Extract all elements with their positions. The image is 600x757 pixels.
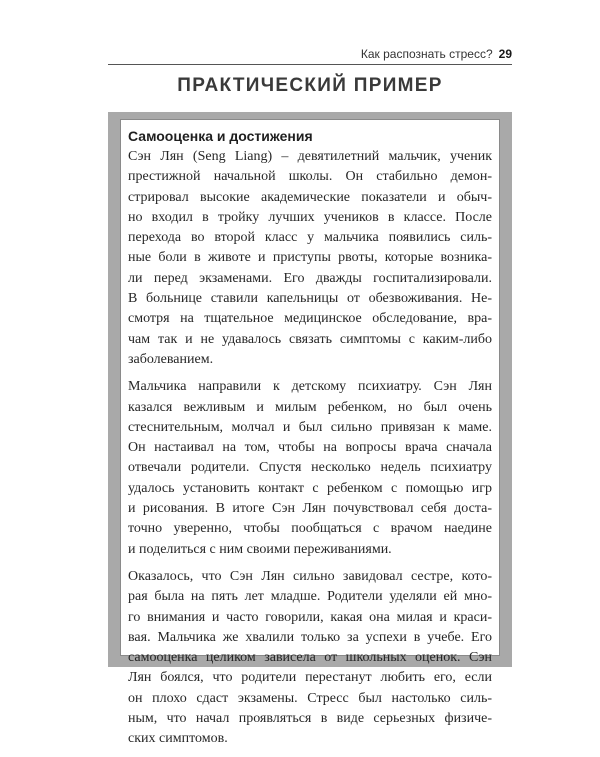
text-line: чам так и не удавалось связать симптомы с каким-либо <box>128 331 492 347</box>
text-line: стеснительным, молчал и был сильно привязан к маме. <box>128 419 492 435</box>
text-line: рая была на пять лет младше. Родители уделяли ей мно- <box>128 589 492 605</box>
case-study-content <box>128 126 492 757</box>
paragraph-2 <box>128 377 492 560</box>
page-number: 29 <box>498 47 512 61</box>
text-line: отвечали родители. Спустя несколько недель психиатру <box>128 460 492 476</box>
text-line: го внимания и часто говорили, какая она милая и краси- <box>128 609 492 625</box>
text-line: но входил в тройку лучших учеников в классе. После <box>128 209 492 225</box>
paragraph-1 <box>128 147 492 370</box>
case-study-heading: Самооценка и достижения <box>128 128 313 144</box>
text-line: Он настаивал на том, чтобы на вопросы врача сначала <box>128 440 492 456</box>
text-line: заболеванием. <box>128 351 214 367</box>
text-line: и рисования. В итоге Сэн Лян почувствовал себя доста- <box>128 501 492 517</box>
text-line: стрировал высокие академические показатели и обыч- <box>128 189 492 205</box>
text-line: В больнице ставили капельницы от обезвоживания. Не- <box>128 291 492 307</box>
text-line: смотря на тщательное медицинское обследование, вра- <box>128 311 492 327</box>
text-line: удалось установить контакт с ребенком с помощью игр <box>128 480 492 496</box>
text-line: Оказалось, что Сэн Лян сильно завидовал сестре, кото- <box>128 568 492 584</box>
text-line: вая. Мальчика же хвалили только за успехи в учебе. Его <box>128 629 492 645</box>
text-line: Сэн Лян (Seng Liang) – девятилетний мальчик, ученик <box>128 149 492 164</box>
text-line: точно уверенно, чтобы пообщаться с врачом наедине <box>128 521 492 537</box>
running-header <box>108 46 512 62</box>
text-line: Мальчика направили к детскому психиатру. Сэн Лян <box>128 379 492 395</box>
text-line: ные боли в животе и приступы рвоты, которые возника- <box>128 250 492 266</box>
text-line: Лян боялся, что родители перестанут любить его, если <box>128 670 492 686</box>
text-line: казался вежливым и милым ребенком, но был очень <box>128 399 492 415</box>
text-line: ным, что начал проявляться в виде серьезных физиче- <box>128 711 492 727</box>
text-line: самооценка целиком зависела от школьных оценок. Сэн <box>128 650 492 666</box>
text-line: и поделиться с ним своими переживаниями. <box>128 541 392 557</box>
text-line: ских симптомов. <box>128 731 228 747</box>
text-line: он плохо сдаст экзамены. Стресс был настолько силь- <box>128 690 492 706</box>
text-line: перехода во второй класс у мальчика появились силь- <box>128 230 492 246</box>
text-line: престижной начальной школы. Он стабильно демон- <box>128 169 492 185</box>
paragraph-3 <box>128 567 492 750</box>
section-title: ПРАКТИЧЕСКИЙ ПРИМЕР <box>177 75 443 96</box>
header-rule <box>108 64 512 65</box>
running-title: Как распознать стресс? <box>360 47 493 61</box>
text-line: ли перед экзаменами. Его дважды госпитализировали. <box>128 270 492 286</box>
